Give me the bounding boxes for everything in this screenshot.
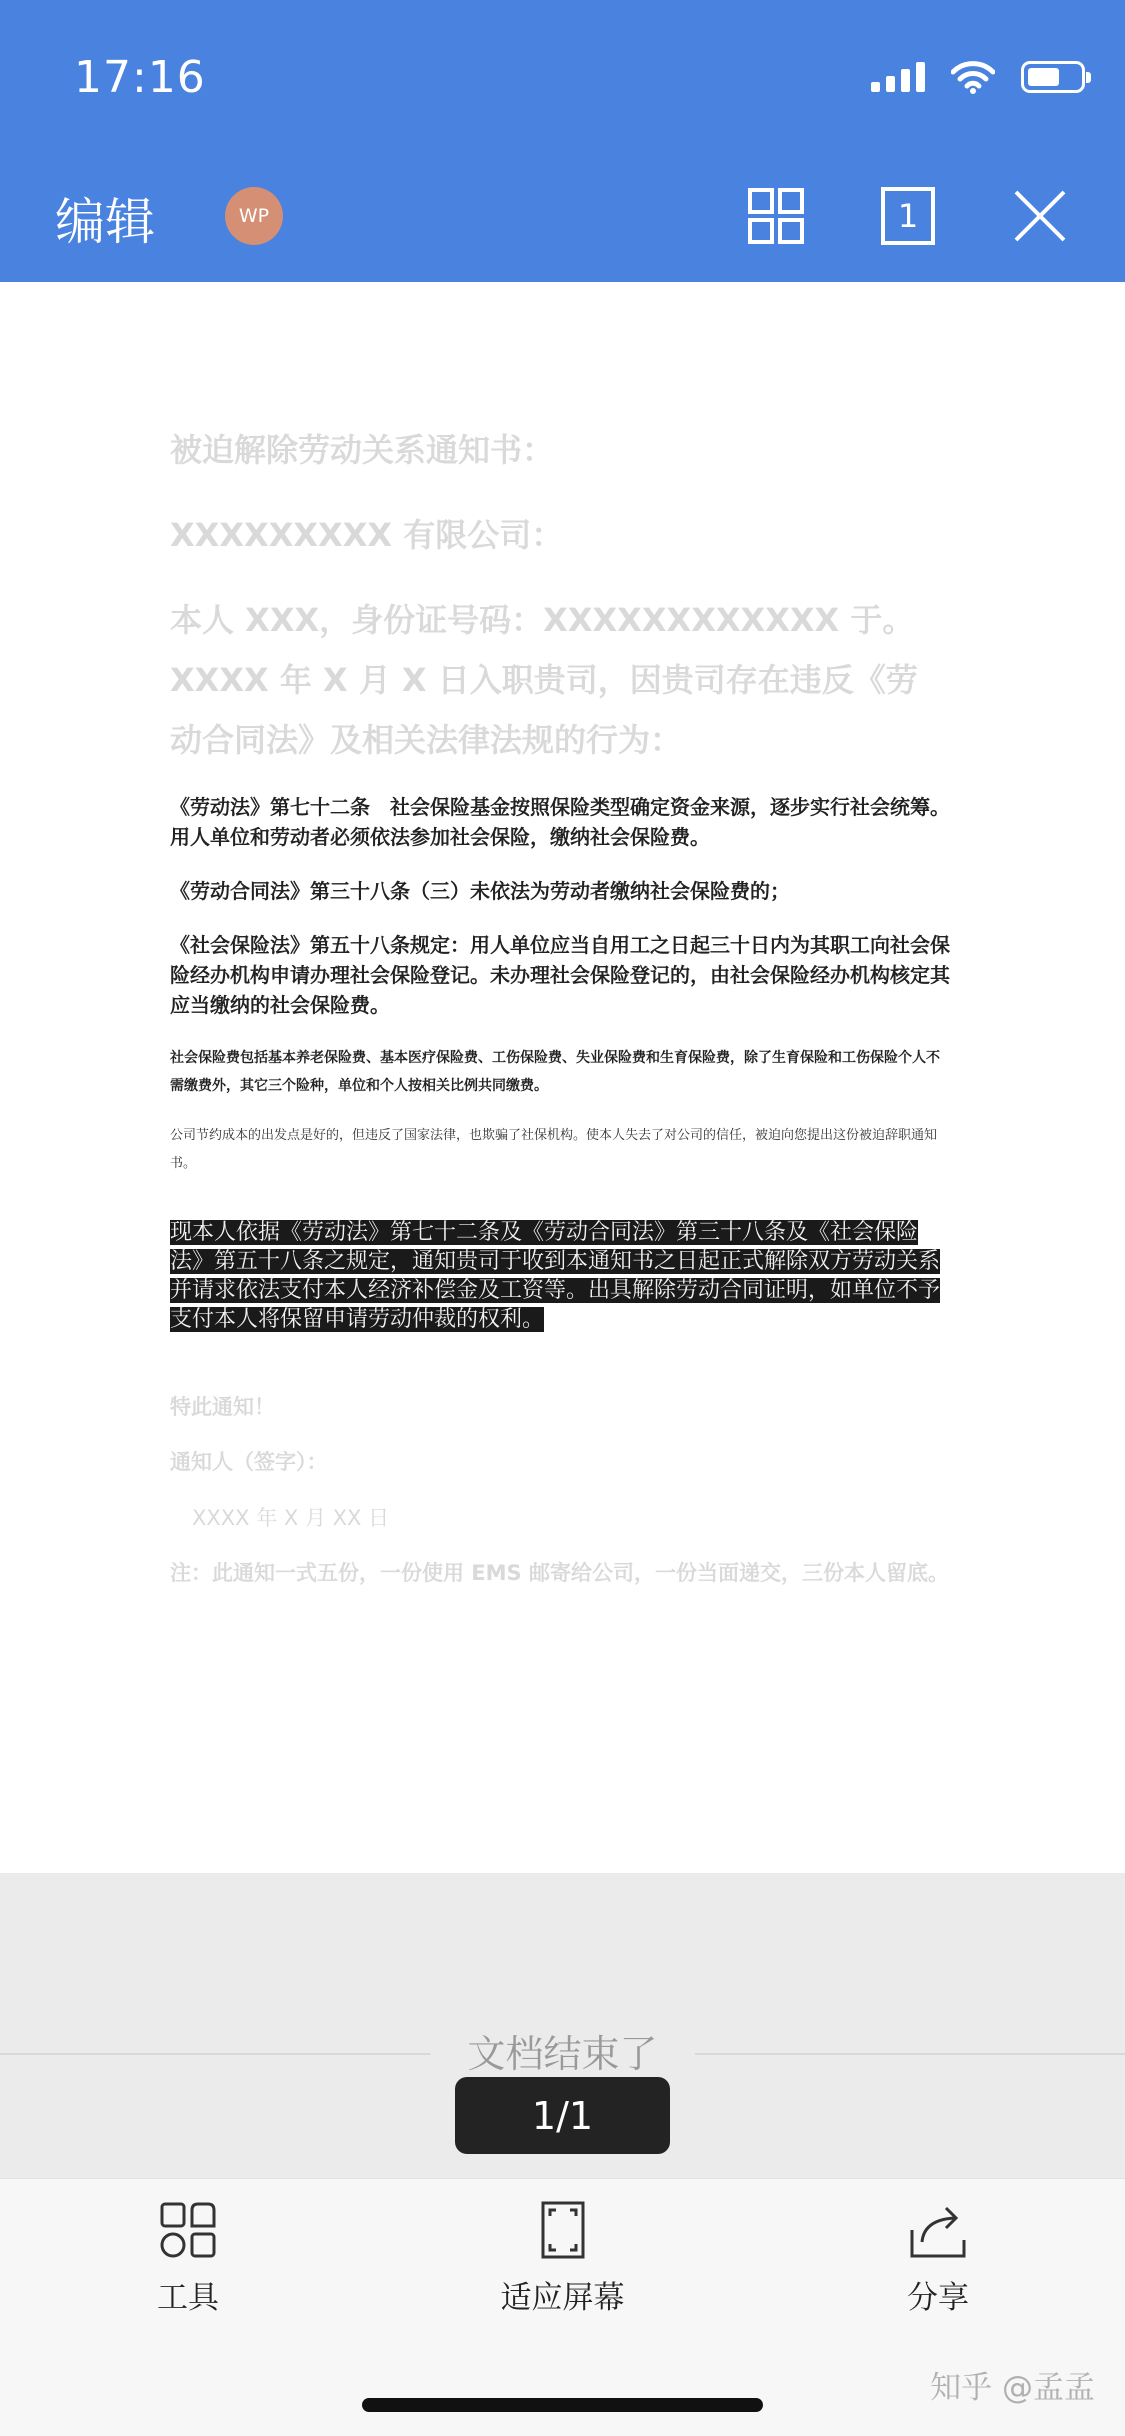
- cellular-signal-icon: [871, 62, 925, 92]
- end-of-document-label: 文档结束了: [467, 2032, 658, 2076]
- share-button[interactable]: [890, 2200, 986, 2317]
- home-indicator[interactable]: [362, 2398, 763, 2412]
- date-line: XXXX 年 X 月 XX 日: [192, 1506, 390, 1530]
- company-line: XXXXXXXXX 有限公司：: [170, 516, 564, 554]
- tools-label: 工具: [157, 2280, 219, 2316]
- trust-paragraph: 公司节约成本的出发点是好的，但违反了国家法律，也欺骗了社保机构。使本人失去了对公司的信任，被迫向您提出这份被迫辞职通知书。: [170, 1128, 938, 1171]
- wps-avatar[interactable]: WP: [225, 187, 283, 245]
- highlighted-text[interactable]: 现本人依据《劳动法》第七十二条及《劳动合同法》第三十八条及《社会保险法》第五十八条之规定，通知贵司于收到本通知书之日起正式解除双方劳动关系并请求依法支付本人经济补偿金及工资等。出具解除劳动合同证明，如单位不予支付本人将保留申请劳动仲裁的权利。: [170, 1220, 941, 1332]
- notice-end: 特此通知！: [170, 1395, 275, 1419]
- social-insurance-law-paragraph: 《社会保险法》第五十八条规定：用人单位应当自用工之日起三十日内为其职工向社会保险经办机构申请办理社会保险登记。未办理社会保险登记的，由社会保险经办机构核定其应当缴纳的社会保险费。: [170, 933, 950, 1017]
- tools-button[interactable]: [140, 2200, 236, 2317]
- fit-screen-label: 适应屏幕: [500, 2280, 625, 2316]
- wifi-icon: [951, 60, 995, 94]
- note-line: 注：此通知一式五份，一份使用 EMS 邮寄给公司，一份当面递交，三份本人留底。: [170, 1561, 949, 1585]
- labor-contract-law-paragraph: 《劳动合同法》第三十八条（三）未依法为劳动者缴纳社会保险费的；: [170, 879, 790, 903]
- share-label: 分享: [907, 2280, 969, 2316]
- intro-line: 本人 XXX，身份证号码：XXXXXXXXXXXX 于。: [170, 601, 915, 639]
- document-page: [170, 420, 950, 1588]
- grid-view-icon[interactable]: [740, 180, 812, 252]
- page-indicator: 1/1: [455, 2077, 670, 2154]
- page-count-icon[interactable]: [872, 180, 944, 252]
- share-icon: [908, 2200, 968, 2260]
- close-icon[interactable]: [1004, 180, 1076, 252]
- intro-line: 动合同法》及相关法律法规的行为：: [170, 721, 683, 759]
- status-icons: [871, 60, 1085, 94]
- top-bar: [0, 0, 1125, 282]
- intro-block: [170, 590, 950, 770]
- selected-paragraph[interactable]: [170, 1218, 950, 1334]
- tools-icon: [158, 2200, 218, 2260]
- intro-line: XXXX 年 X 月 X 日入职贵司，因贵司存在违反《劳: [170, 661, 918, 699]
- battery-icon: [1021, 61, 1085, 93]
- watermark: 知乎 @孟孟: [930, 2370, 1095, 2406]
- status-time: 17:16: [74, 52, 206, 103]
- labor-law-paragraph: 《劳动法》第七十二条 社会保险基金按照保险类型确定资金来源，逐步实行社会统筹。用人单位和劳动者必须依法参加社会保险，缴纳社会保险费。: [170, 795, 950, 849]
- doc-title: 被迫解除劳动关系通知书：: [170, 431, 555, 469]
- fit-screen-button[interactable]: [490, 2200, 635, 2317]
- insurance-fee-paragraph: 社会保险费包括基本养老保险费、基本医疗保险费、工伤保险费、失业保险费和生育保险费，除了生育保险和工伤保险个人不需缴费外，其它三个险种，单位和个人按相关比例共同缴费。: [170, 1050, 940, 1094]
- page-count-number: 1: [881, 187, 935, 245]
- battery-level: [1028, 68, 1059, 86]
- fit-screen-icon: [533, 2200, 593, 2260]
- notifier-line: 通知人（签字）：: [170, 1450, 328, 1474]
- edit-button[interactable]: 编辑: [55, 193, 155, 251]
